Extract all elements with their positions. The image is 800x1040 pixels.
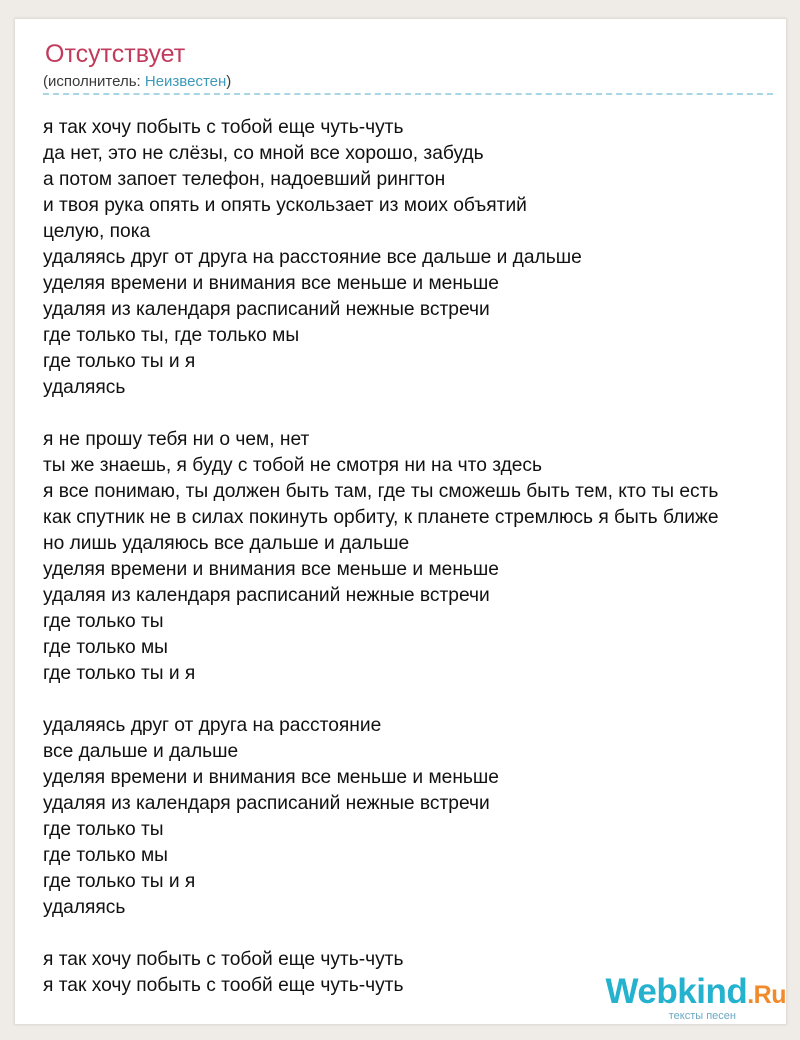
lyric-line: удаляясь друг от друга на расстояние xyxy=(43,715,382,736)
lyric-line: я все понимаю, ты должен быть там, где ты сможешь быть тем, кто ты есть xyxy=(43,481,719,502)
logo-tagline: тексты песен xyxy=(668,1010,736,1022)
logo-suffix-text: .Ru xyxy=(747,981,786,1009)
artist-prefix: (исполнитель: xyxy=(43,73,145,90)
lyric-line: я так хочу побыть с тобой еще чуть-чуть xyxy=(43,949,404,970)
lyric-line: где только ты и я xyxy=(43,871,196,892)
lyric-line: удаляясь друг от друга на расстояние все дальше и дальше xyxy=(43,247,582,268)
lyric-line: удаляя из календаря расписаний нежные встречи xyxy=(43,793,490,814)
lyric-line: удаляясь xyxy=(43,377,126,398)
artist-link[interactable]: Неизвестен xyxy=(144,73,227,90)
lyric-line: я так хочу побыть с тообй еще чуть-чуть xyxy=(43,975,404,996)
lyrics-card xyxy=(14,18,787,1025)
lyric-line: где только ты и я xyxy=(43,663,196,684)
lyric-line: удаляясь xyxy=(43,897,126,918)
lyric-line: уделяя времени и внимания все меньше и меньше xyxy=(43,559,499,580)
lyric-line: уделяя времени и внимания все меньше и меньше xyxy=(43,767,499,788)
lyric-line: ты же знаешь, я буду с тобой не смотря ни на что здесь xyxy=(43,455,543,476)
blank-line xyxy=(43,401,783,427)
lyric-line: где только мы xyxy=(43,845,168,866)
logo-wordmark xyxy=(606,973,786,1014)
lyrics-text xyxy=(43,115,783,999)
lyric-line: все дальше и дальше xyxy=(43,741,239,762)
lyric-line: как спутник не в силах покинуть орбиту, к планете стремлюсь я быть ближе xyxy=(43,507,719,528)
site-logo xyxy=(606,973,786,1022)
blank-line xyxy=(43,687,783,713)
lyric-line: удаляя из календаря расписаний нежные встречи xyxy=(43,585,490,606)
lyric-line: а потом запоет телефон, надоевший рингтон xyxy=(43,169,446,190)
lyric-line: удаляя из календаря расписаний нежные встречи xyxy=(43,299,490,320)
lyric-line: где только ты xyxy=(43,819,164,840)
lyric-line: где только ты и я xyxy=(43,351,196,372)
blank-line xyxy=(43,921,783,947)
artist-line xyxy=(43,73,231,91)
logo-main-text: Webkind xyxy=(605,972,748,1011)
lyric-line: я не прошу тебя ни о чем, нет xyxy=(43,429,310,450)
artist-suffix: ) xyxy=(226,73,232,90)
lyric-line: и твоя рука опять и опять ускользает из моих объятий xyxy=(43,195,527,216)
lyric-line: целую, пока xyxy=(43,221,151,242)
lyric-line: где только ты xyxy=(43,611,164,632)
lyric-line: уделяя времени и внимания все меньше и меньше xyxy=(43,273,499,294)
lyric-line: да нет, это не слёзы, со мной все хорошо, забудь xyxy=(43,143,484,164)
lyric-line: где только мы xyxy=(43,637,168,658)
lyric-line: где только ты, где только мы xyxy=(43,325,300,346)
lyric-line: но лишь удаляюсь все дальше и дальше xyxy=(43,533,410,554)
lyric-line: я так хочу побыть с тобой еще чуть-чуть xyxy=(43,117,404,138)
dashed-divider xyxy=(43,93,773,95)
song-title: Отсутствует xyxy=(45,40,186,68)
